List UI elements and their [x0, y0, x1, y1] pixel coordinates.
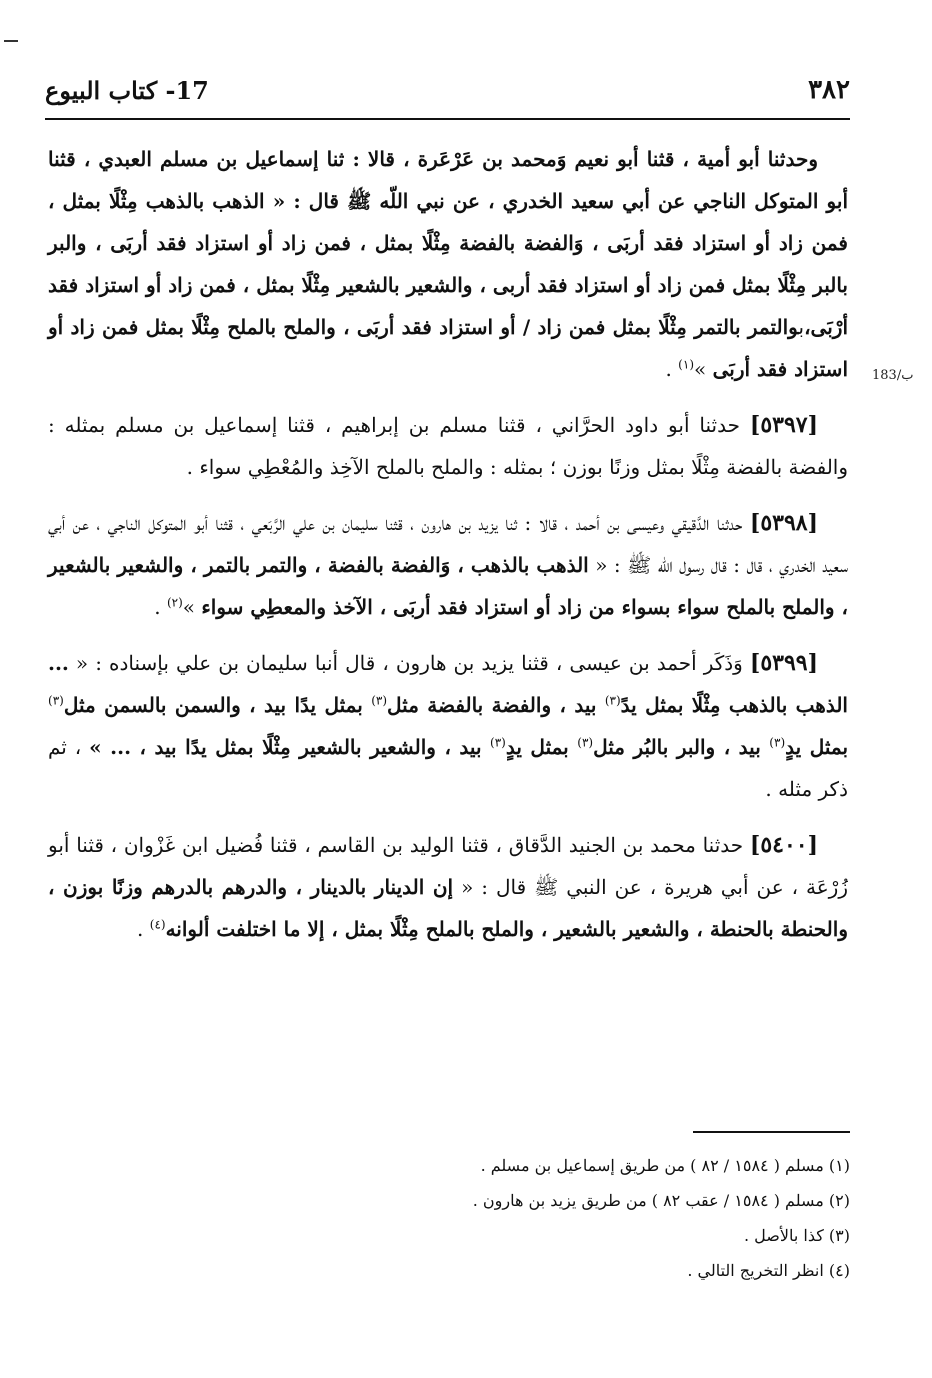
header-rule [45, 118, 850, 120]
quote-close: » [694, 357, 713, 381]
footnote-ref-3: (٣) [577, 735, 594, 750]
footnote-ref-1: (١) [678, 357, 694, 372]
hadith-segment: ... الذهب بالذهب مِثْلًا بمثل يدً [48, 651, 848, 717]
footnote-ref-2: (٢) [166, 595, 183, 610]
hadith-segment: بمثل يدٍ [785, 735, 849, 759]
main-text [48, 138, 848, 950]
paragraph-5399-intro: وَذَكَر أحمد بن عيسى ، قثنا يزيد بن هارون ، قال أنبا سليمان بن علي بإسناده : « [68, 651, 750, 675]
footnote-ref-3: (٣) [490, 735, 506, 750]
running-title: 17- كتاب البيوع [45, 75, 209, 105]
paragraph-5397-text: حدثنا أبو داود الحرَّاني ، قثنا مسلم بن إبراهيم ، قثنا إسماعيل بن مسلم بمثله : والفضة بالفضة مِثْلًا بمثل وزنًا بوزن ؛ بمثله : والملح بالملح الآخِذ والمُعْطِي سواء . [48, 413, 848, 479]
hadith-segment: بيد ، والشعير بالشعير مِثْلًا بمثل يدًا بيد ، ... » [89, 735, 491, 759]
scan-mark [4, 40, 18, 42]
hadith-text-1a: الذهب بالذهب مِثْلًا بمثل ، فمن زاد أو استزاد فقد أربَى ، وَالفضة بالفضة مِثْلًا بمثل ، فمن زاد أو استزاد فقد أربَى ، والبر بالبر مِثْلًا بمثل فمن زاد أو استزاد فقد أربى ، والشعير بالشعير مِثْلًا بمثل ، فمن زاد أو استزاد فقد أرْبَى، [48, 189, 848, 339]
footnote-ref-3: (٣) [769, 735, 786, 750]
hadith-number-5399: [٥٣٩٩] [749, 650, 818, 676]
footnote-ref-4: (٤) [149, 917, 166, 932]
quote-close: » [182, 595, 202, 619]
footnote-1: (١) مسلم ( ١٥٨٤ / ٨٢ ) من طريق إسماعيل بن مسلم . [480, 1156, 850, 1175]
hadith-segment: بيد ، والبر بالبُر مثل [593, 735, 770, 759]
hadith-segment: بمثل يدٍ [505, 735, 578, 759]
paragraph-5399 [48, 642, 848, 810]
footnote-2: (٢) مسلم ( ١٥٨٤ / عقب ٨٢ ) من طريق يزيد بن هارون . [472, 1191, 850, 1210]
footnote-ref-3: (٣) [371, 693, 388, 708]
paragraph-5398 [48, 502, 848, 628]
footnote-ref-3: (٣) [48, 693, 64, 708]
ba-mark: ب [798, 315, 805, 339]
footnote-ref-3: (٣) [604, 693, 621, 708]
hadith-segment: بمثل يدًا بيد ، والسمن بالسمن مثل [63, 693, 372, 717]
margin-note: 183/ب [872, 368, 914, 383]
paragraph-5398-intro: حدثنا الدَّقيقي وعيسى بن أحمد ، قالا : ثنا يزيد بن هارون ، قثنا سليمان بن علي الرَّبَعي ، قثنا أبو المتوكل الناجي ، عن أبي سعيد الخدري ، قال : قال رسول اللّه ﷺ : « [48, 511, 848, 577]
paragraph-1 [48, 138, 848, 390]
hadith-segment: بيد ، والفضة بالفضة مثل [387, 693, 605, 717]
page-header [45, 70, 850, 110]
footnote-3: (٣) كذا بالأصل . [743, 1226, 850, 1245]
hadith-text-1b: والتمر بالتمر مِثْلًا بمثل فمن زاد / أو استزاد فقد أربَى ، والملح بالملح مِثْلًا بمثل فمن زاد أو استزاد فقد أربَى [48, 315, 848, 381]
paragraph-end: . [154, 595, 167, 619]
paragraph-end: . [137, 917, 150, 941]
paragraph-5400-intro: حدثنا محمد بن الجنيد الدَّقاق ، قثنا الوليد بن القاسم ، قثنا فُضيل ابن غَزْوان ، قثنا أبو زُرْعَة ، عن أبي هريرة ، عن النبي ﷺ قال : « [48, 833, 849, 899]
hadith-text-5400: إن الدينار بالدينار ، والدرهم بالدرهم وزنًا بوزن ، والحنطة بالحنطة ، والشعير بالشعير ، والملح بالملح مِثْلًا بمثل ، إلا ما اختلفت ألوانه [48, 875, 848, 941]
footnote-4: (٤) انظر التخريج التالي . [687, 1261, 850, 1280]
paragraph-5400 [48, 824, 848, 950]
paragraph-1-intro: وحدثنا أبو أمية ، قثنا أبو نعيم وَمحمد بن عَرْعَرة ، قالا : ثنا إسماعيل بن مسلم العبدي ، قثنا أبو المتوكل الناجي عن أبي سعيد الخدري ، عن نبي اللّه ﷺ قال : « [48, 147, 849, 213]
hadith-number-5397: [٥٣٩٧] [749, 412, 818, 438]
paragraph-end: . [665, 357, 679, 381]
hadith-number-5398: [٥٣٩٨] [749, 510, 818, 536]
page-number: ٣٨٢ [808, 75, 850, 105]
paragraph-end: ، ثم ذكر مثله . [48, 735, 848, 801]
hadith-text-5398: الذهب بالذهب ، وَالفضة بالفضة ، والتمر بالتمر ، والشعير بالشعير ، والملح بالملح سواء بسواء من زاد أو استزاد فقد أربَى ، الآخذ والمعطِي سواء [48, 553, 848, 619]
footnote-rule [693, 1131, 850, 1133]
hadith-number-5400: [٥٤٠٠] [749, 832, 818, 858]
footnotes [400, 1148, 850, 1288]
paragraph-5397 [48, 404, 848, 488]
